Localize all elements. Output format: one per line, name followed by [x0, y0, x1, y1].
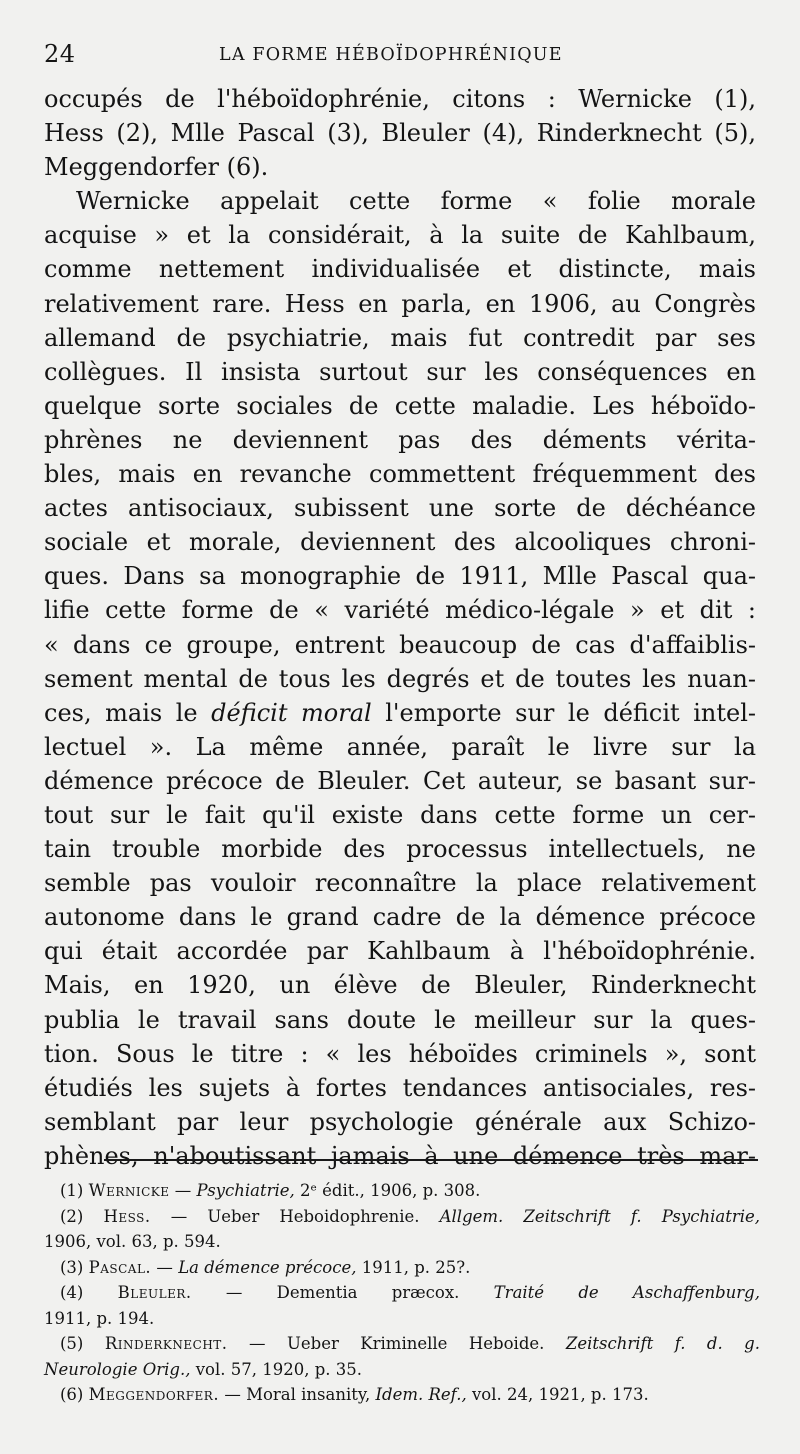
footnote-author: Pascal.	[88, 1257, 152, 1277]
footnote-2	[44, 1204, 760, 1230]
text-line: sociale et morale, deviennent des alcooliques chroni-	[44, 528, 756, 557]
footnote-4	[44, 1280, 760, 1306]
footnote-title: La démence précoce,	[178, 1257, 357, 1277]
text-line: phrènes ne deviennent pas des déments vérita-	[44, 425, 756, 454]
text-fragment	[287, 699, 301, 727]
footnote-1	[44, 1178, 760, 1204]
text-line: ques. Dans sa monographie de 1911, Mlle Pascal qua-	[44, 562, 756, 591]
running-title: LA FORME HÉBOÏDOPHRÉNIQUE	[219, 45, 563, 65]
footnotes	[44, 1178, 760, 1408]
italic-word: moral	[301, 698, 372, 727]
italic-word: déficit	[211, 698, 288, 727]
text-line: tain trouble morbide des processus intellectuels, ne	[44, 835, 756, 864]
footnote-2-continued: 1906, vol. 63, p. 594.	[44, 1232, 221, 1251]
text-line: quelque sorte sociales de cette maladie. Les héboïdo-	[44, 391, 756, 420]
text-line: semblant par leur psychologie générale aux Schizo-	[44, 1107, 756, 1136]
footnote-journal: Neurologie Orig.,	[44, 1359, 191, 1379]
text-line: bles, mais en revanche commettent fréquemment des	[44, 460, 756, 489]
text-line: publia le travail sans doute le meilleur sur la ques-	[44, 1005, 756, 1034]
main-text	[44, 82, 756, 1173]
footnote-journal: Traité de Aschaffenburg,	[493, 1283, 760, 1302]
text-line: lifie cette forme de « variété médico-légale » et dit :	[44, 596, 756, 625]
text-line: « dans ce groupe, entrent beaucoup de cas d'affaiblis-	[44, 630, 756, 659]
text-line: lectuel ». La même année, paraît le livre sur la	[44, 732, 756, 761]
text-line: allemand de psychiatrie, mais fut contredit par ses	[44, 323, 756, 352]
footnote-author: Bleuler.	[117, 1283, 192, 1302]
footnote-author: Hess.	[103, 1206, 151, 1226]
footnote-reference: vol. 57, 1920, p. 35.	[190, 1359, 362, 1379]
text-line: sement mental de tous les degrés et de toutes les nuan-	[44, 664, 756, 693]
text-line: étudiés les sujets à fortes tendances antisociales, res-	[44, 1073, 756, 1102]
text-line: tout sur le fait qu'il existe dans cette forme un cer-	[44, 800, 756, 829]
footnote-reference: vol. 24, 1921, p. 173.	[466, 1385, 649, 1404]
text-line: Hess (2), Mlle Pascal (3), Bleuler (4), Rinderknecht (5),	[44, 119, 756, 148]
footnote-number: (5)	[60, 1334, 84, 1353]
text-line: démence précoce de Bleuler. Cet auteur, se basant sur-	[44, 766, 756, 795]
footnote-5	[44, 1331, 760, 1357]
text-line: actes antisociaux, subissent une sorte de déchéance	[44, 494, 756, 523]
text-line: comme nettement individualisée et distincte, mais	[44, 255, 756, 284]
text-line: qui était accordée par Kahlbaum à l'héboïdophrénie.	[44, 937, 756, 966]
footnote-title: — Ueber Kriminelle Heboide.	[227, 1334, 566, 1353]
text-line: occupés de l'héboïdophrénie, citons : Wernicke (1),	[44, 85, 756, 113]
footnote-reference: 2ᵉ édit., 1906, p. 308.	[294, 1181, 481, 1200]
text-line: relativement rare. Hess en parla, en 1906, au Congrès	[44, 289, 756, 318]
footnote-divider	[104, 1159, 758, 1161]
paragraph-start-line: Wernicke appelait cette forme « folie morale	[76, 187, 756, 216]
footnote-title: — Ueber Heboidophrenie.	[150, 1206, 440, 1226]
text-line: autonome dans le grand cadre de la démence précoce	[44, 903, 756, 932]
footnote-dash: —	[169, 1181, 197, 1200]
text-fragment: l'emporte sur le déficit intel-	[371, 698, 756, 727]
footnote-number: (6)	[60, 1385, 84, 1404]
text-line: semble pas vouloir reconnaître la place relativement	[44, 869, 756, 898]
footnote-author: Rinderknecht.	[104, 1334, 228, 1353]
footnote-journal: Zeitschrift f. d. g.	[565, 1334, 760, 1353]
footnote-title: — Moral insanity,	[219, 1385, 376, 1404]
footnote-journal: Allgem. Zeitschrift f. Psychiatrie,	[439, 1206, 760, 1226]
footnote-reference: 1911, p. 25?.	[356, 1257, 471, 1277]
footnote-title: — Dementia præcox.	[191, 1283, 494, 1302]
footnote-author: Meggendorfer.	[88, 1385, 220, 1404]
footnote-3	[44, 1255, 760, 1281]
page-number: 24	[44, 40, 76, 68]
text-line-with-italics	[44, 696, 756, 730]
text-line: tion. Sous le titre : « les héboïdes criminels », sont	[44, 1039, 756, 1068]
text-line: collègues. Il insista surtout sur les conséquences en	[44, 357, 756, 386]
footnote-number: (4)	[60, 1283, 84, 1302]
text-line: Meggendorfer (6).	[44, 153, 269, 182]
text-fragment: ces, mais le	[44, 698, 212, 727]
text-line: Mais, en 1920, un élève de Bleuler, Rinderknecht	[44, 971, 756, 1000]
footnote-journal: Idem. Ref.,	[375, 1385, 467, 1404]
footnote-author: Wernicke	[88, 1181, 170, 1200]
text-line: phènes, n'aboutissant jamais à une démence très mar-	[44, 1141, 756, 1170]
footnote-number: (3)	[60, 1257, 84, 1277]
footnote-5-continued	[44, 1357, 760, 1383]
footnote-4-continued: 1911, p. 194.	[44, 1308, 155, 1328]
footnote-dash: —	[151, 1257, 179, 1277]
footnote-title: Psychiatrie,	[196, 1181, 295, 1200]
footnote-6	[44, 1382, 760, 1408]
footnote-number: (1)	[60, 1181, 84, 1200]
page-header	[44, 40, 754, 74]
footnote-number: (2)	[60, 1206, 84, 1226]
text-line: acquise » et la considérait, à la suite de Kahlbaum,	[44, 221, 756, 250]
